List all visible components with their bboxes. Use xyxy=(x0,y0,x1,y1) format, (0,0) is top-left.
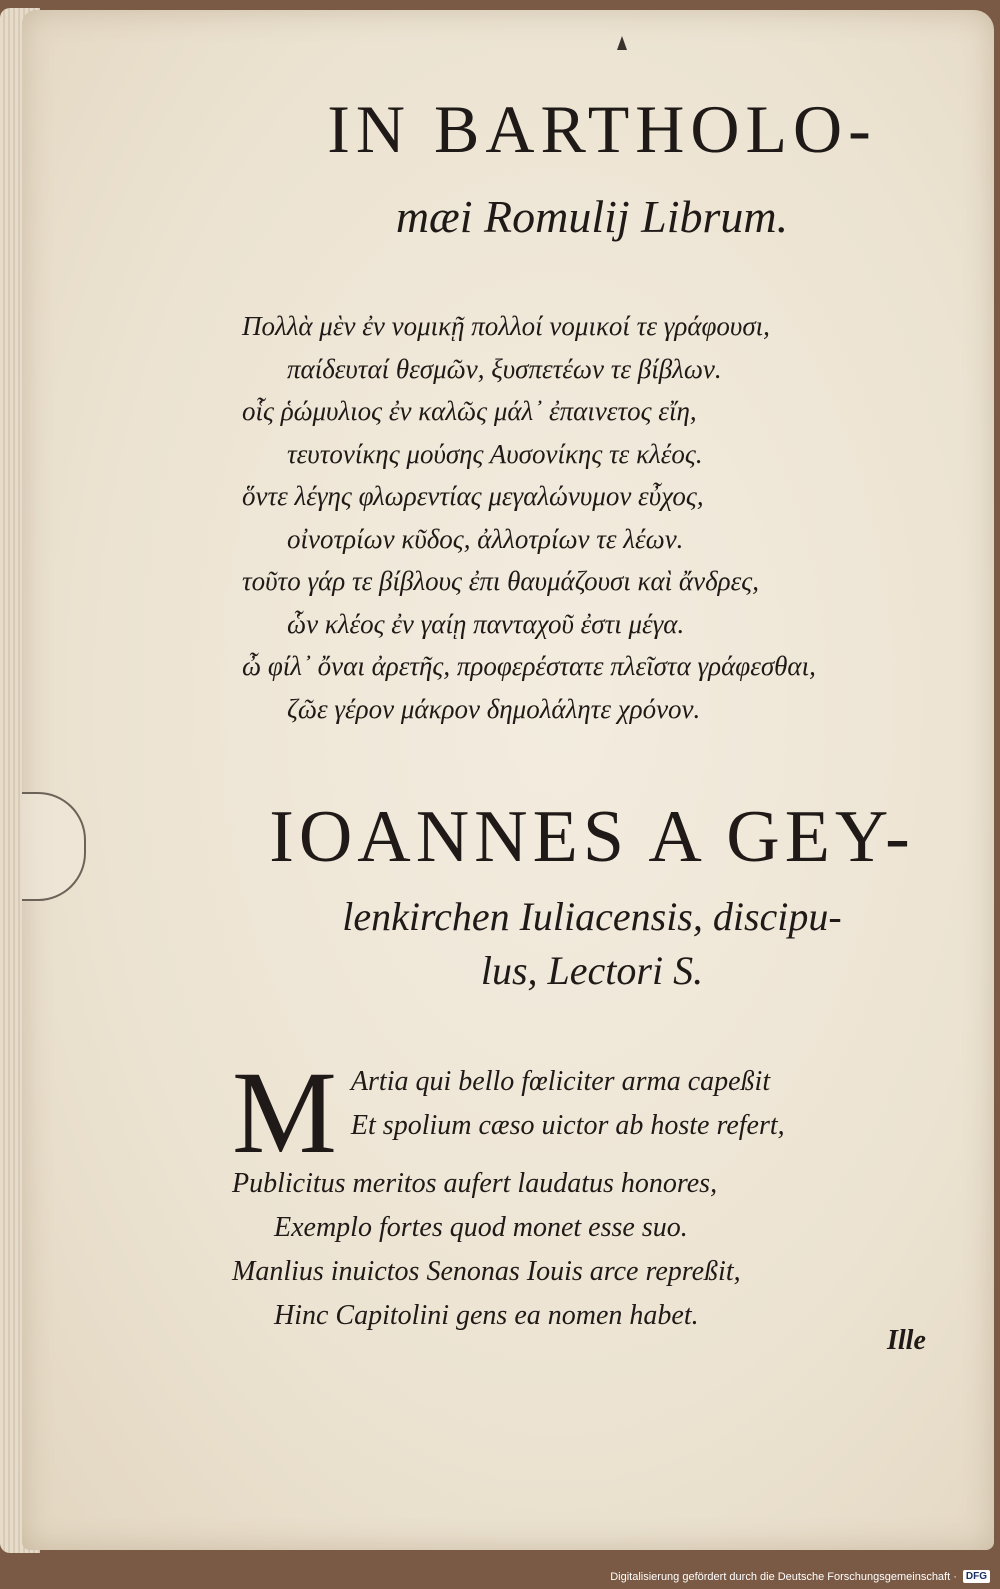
subtitle-line: lus, Lectori S. xyxy=(480,948,704,993)
digitization-footer xyxy=(610,1570,990,1583)
latin-poem xyxy=(232,1047,932,1338)
catchword: Ille xyxy=(887,1325,926,1356)
drop-cap: M xyxy=(232,1047,337,1178)
poem-line: Hinc Capitolini gens ea nomen habet. xyxy=(274,1300,699,1331)
poem-line: Πολλὰ μὲν ἐν νομικῇ πολλοί νομικοί τε γράφουσι, xyxy=(242,311,770,341)
second-heading-subtitle xyxy=(262,890,922,998)
greek-poem xyxy=(242,305,982,730)
poem-line: Et spolium cæso uictor ab hoste refert, xyxy=(350,1110,785,1141)
poem-line: Publicitus meritos aufert laudatus honores, xyxy=(232,1168,718,1199)
book-page xyxy=(22,10,994,1550)
poem-line: τοῦτο γάρ τε βίβλους ἐπι θαυμάζουσι καὶ ἄνδρες, xyxy=(242,566,759,596)
subtitle-line: lenkirchen Iuliacensis, discipu- xyxy=(342,894,842,939)
pin-mark-icon xyxy=(617,36,627,50)
footer-text: Digitalisierung gefördert durch die Deutsche Forschungsgemeinschaft · xyxy=(610,1570,957,1583)
dfg-logo: DFG xyxy=(963,1570,990,1583)
poem-line: τευτονίκης μούσης Αυσονίκης τε κλέος. xyxy=(287,438,703,469)
poem-line: Artia qui bello fœliciter arma capeßit xyxy=(350,1066,771,1097)
second-heading-title: IOANNES A GEY- xyxy=(269,796,915,878)
heading-subtitle: mæi Romulij Librum. xyxy=(395,191,789,242)
poem-line: οἰνοτρίων κῦδος, ἀλλοτρίων τε λέων. xyxy=(287,523,684,554)
heading-title: IN BARTHOLO- xyxy=(327,91,877,167)
poem-line: οἷς ῥώμυλιος ἐν καλῶς μάλ᾽ ἐπαινετος εἴη, xyxy=(242,396,697,426)
poem-line: Exemplo fortes quod monet esse suo. xyxy=(274,1212,688,1243)
poem-line: ὧν κλέος ἐν γαίῃ πανταχοῦ ἐστι μέγα. xyxy=(287,608,685,639)
page-tab-marker xyxy=(22,792,86,901)
poem-line: ὅντε λέγης φλωρεντίας μεγαλώνυμον εὖχος, xyxy=(242,481,704,511)
poem-line: ζῶε γέρον μάκρον δημολάλητε χρόνον. xyxy=(287,693,701,724)
poem-line: ὦ φίλ᾽ ὄναι ἀρετῆς, προφερέστατε πλεῖστα γράφεσθαι, xyxy=(242,651,816,681)
poem-line: παίδευταί θεσμῶν, ξυσπετέων τε βίβλων. xyxy=(287,353,722,384)
poem-line: Manlius inuictos Senonas Iouis arce repreßit, xyxy=(232,1256,741,1287)
